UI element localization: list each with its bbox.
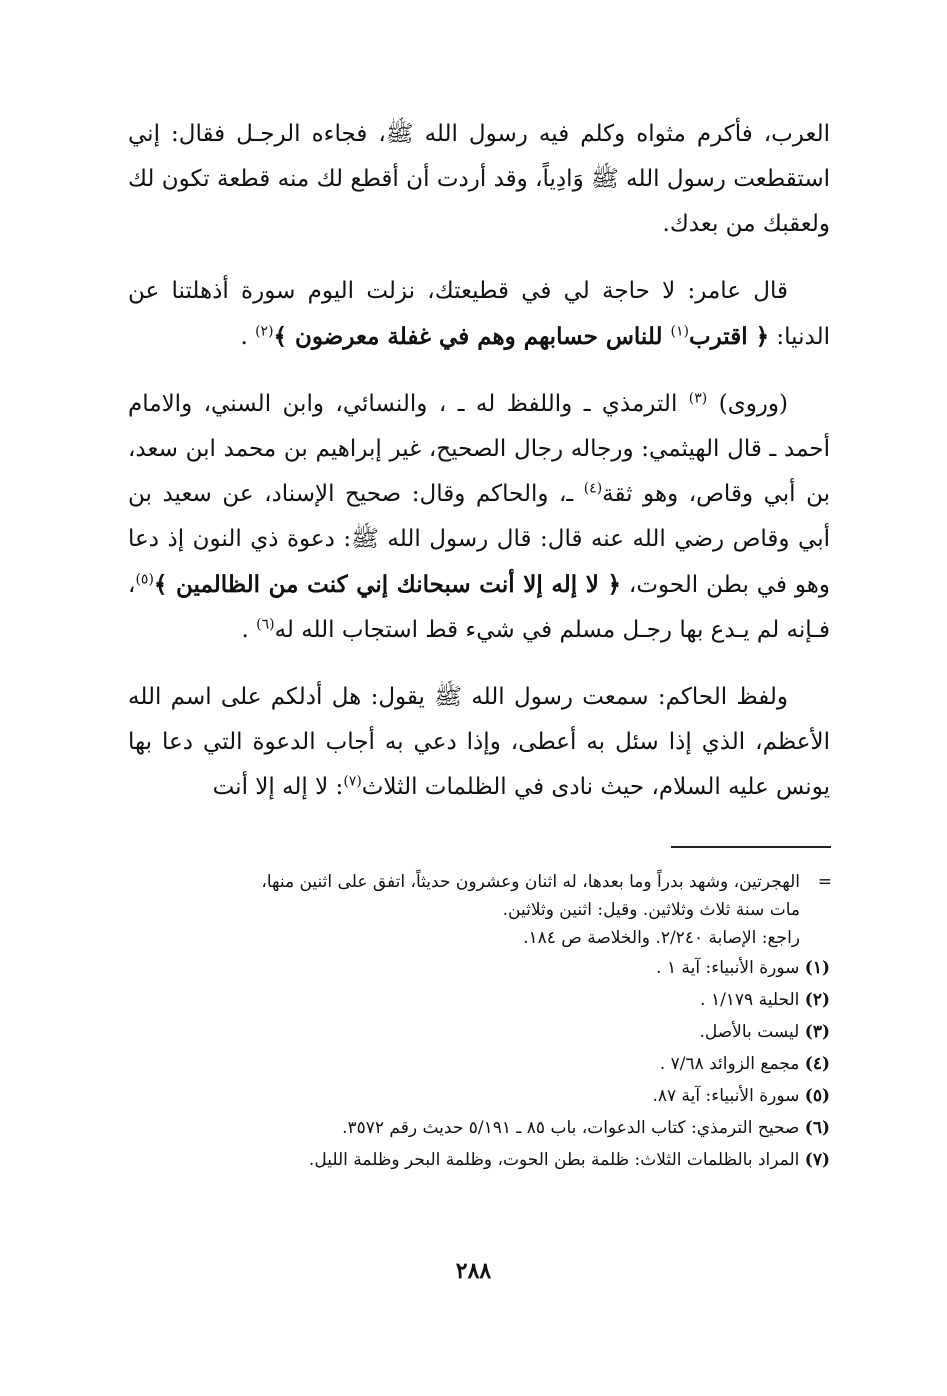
- footnote-6: [120, 1114, 832, 1142]
- footnote-number: (٦): [804, 1118, 830, 1138]
- footnote-text: المراد بالظلمات الثلاث: ظلمة بطن الحوت، وظلمة البحر وظلمة الليل.: [308, 1150, 805, 1170]
- footnote-ref-4[interactable]: (٤): [583, 480, 603, 497]
- footnote-line: مات سنة ثلاث وثلاثين. وقيل: اثنين وثلاثين.: [502, 900, 800, 920]
- footnote-number: (٤): [804, 1054, 830, 1074]
- paragraph-3-text: الترمذي ـ واللفظ له ـ ، والنسائي، وابن السني، والامام أحمد ـ قال الهيثمي: ورجاله رجال الصحيح، غير إبراهيم بن محمد ابن سعد، بن أبي وقاص، وهو ثقة: [128, 391, 830, 507]
- footnote-list: [120, 954, 832, 1174]
- footnote-number: (٢): [804, 990, 830, 1010]
- footnotes: [120, 868, 832, 1178]
- footnote-separator: [671, 846, 831, 848]
- footnote-2: [120, 986, 832, 1014]
- paragraph-3-end: .: [241, 617, 257, 643]
- footnote-number: (١): [804, 958, 830, 978]
- footnote-ref-3[interactable]: (٣): [688, 390, 708, 407]
- paragraph-3-text: ـ، والحاكم وقال: صحيح الإسناد، عن سعيد بن أبي وقاص رضي الله عنه قال: قال رسول الله ﷺ: دعوة ذي النون إذ دعا وهو في بطن الحوت،: [128, 481, 830, 598]
- paragraph-2-text: قال عامر: لا حاجة لي في قطيعتك، نزلت اليوم سورة أذهلتنا عن الدنيا:: [128, 278, 830, 350]
- footnote-3: [120, 1018, 832, 1046]
- footnote-continuation: [120, 868, 832, 952]
- quran-verse: ﴿ اقترب: [688, 323, 770, 350]
- footnote-4: [120, 1050, 832, 1078]
- footnote-number: (٧): [804, 1150, 830, 1170]
- paragraph-1-text: العرب، فأكرم مثواه وكلم فيه رسول الله ﷺ، فجاءه الرجـل فقال: إني استقطعت رسول الله ﷺ وَادِياً، وقد أردت أن أقطع لك منه قطعة تكون لك ولعقبك من بعدك.: [128, 121, 830, 237]
- footnote-ref-5[interactable]: (٥): [135, 571, 154, 588]
- paragraph-4-text: : لا إله إلا أنت: [212, 774, 344, 800]
- footnote-text: مجمع الزوائد ٧/٦٨ .: [659, 1054, 805, 1074]
- paragraph-3-text: (وروى): [707, 391, 788, 417]
- main-text: [128, 112, 830, 832]
- footnote-text: صحيح الترمذي: كتاب الدعوات، باب ٨٥ ـ ٥/١٩١ حديث رقم ٣٥٧٢.: [342, 1118, 805, 1138]
- paragraph-3-text: ، فـإنه لم يـدع بها رجـل مسلم في شيء قط استجاب الله له: [128, 572, 830, 643]
- footnote-text: سورة الأنبياء: آية ٨٧.: [652, 1086, 805, 1106]
- footnote-ref-2[interactable]: (٢): [255, 323, 274, 340]
- footnote-ref-1[interactable]: (١): [670, 323, 689, 340]
- quran-verse: للناس حسابهم وهم في غفلة معرضون ﴾: [273, 323, 671, 350]
- footnote-text: ليست بالأصل.: [699, 1022, 805, 1042]
- footnote-number: (٣): [804, 1022, 830, 1042]
- footnote-number: (٥): [804, 1086, 830, 1106]
- quran-verse: ﴿ لا إله إلا أنت سبحانك إني كنت من الظالمين ﴾: [153, 571, 621, 598]
- footnote-ref-7[interactable]: (٧): [343, 773, 362, 790]
- paragraph-4-text: ولفظ الحاكم: سمعت رسول الله ﷺ يقول: هل أدلكم على اسم الله الأعظم، الذي إذا سئل به أعطى، وإذا دعي به أجاب الدعوة التي دعا بها يونس عليه السلام، حيث نادى في الظلمات الثلاث: [128, 684, 830, 800]
- continuation-mark: =: [817, 872, 832, 892]
- footnote-ref-6[interactable]: (٦): [256, 616, 275, 633]
- continuation-lines: [120, 868, 800, 952]
- footnote-line: راجع: الإصابة ٢/٢٤٠. والخلاصة ص ١٨٤.: [523, 928, 800, 948]
- footnote-1: [120, 954, 832, 982]
- paragraph-4: [128, 675, 830, 810]
- footnote-line: الهجرتين، وشهد بدراً وما بعدها، له اثنان وعشرون حديثاً، اتفق على اثنين منها،: [261, 872, 800, 892]
- paragraph-1: [128, 112, 830, 247]
- paragraph-2-end: .: [240, 324, 256, 350]
- footnote-5: [120, 1082, 832, 1110]
- footnote-7: [120, 1146, 832, 1174]
- page-number: ٢٨٨: [455, 1258, 492, 1284]
- footnote-text: سورة الأنبياء: آية ١ .: [656, 958, 805, 978]
- paragraph-3: [128, 382, 830, 653]
- paragraph-2: [128, 269, 830, 360]
- footnote-text: الحلية ١/١٧٩ .: [700, 990, 805, 1010]
